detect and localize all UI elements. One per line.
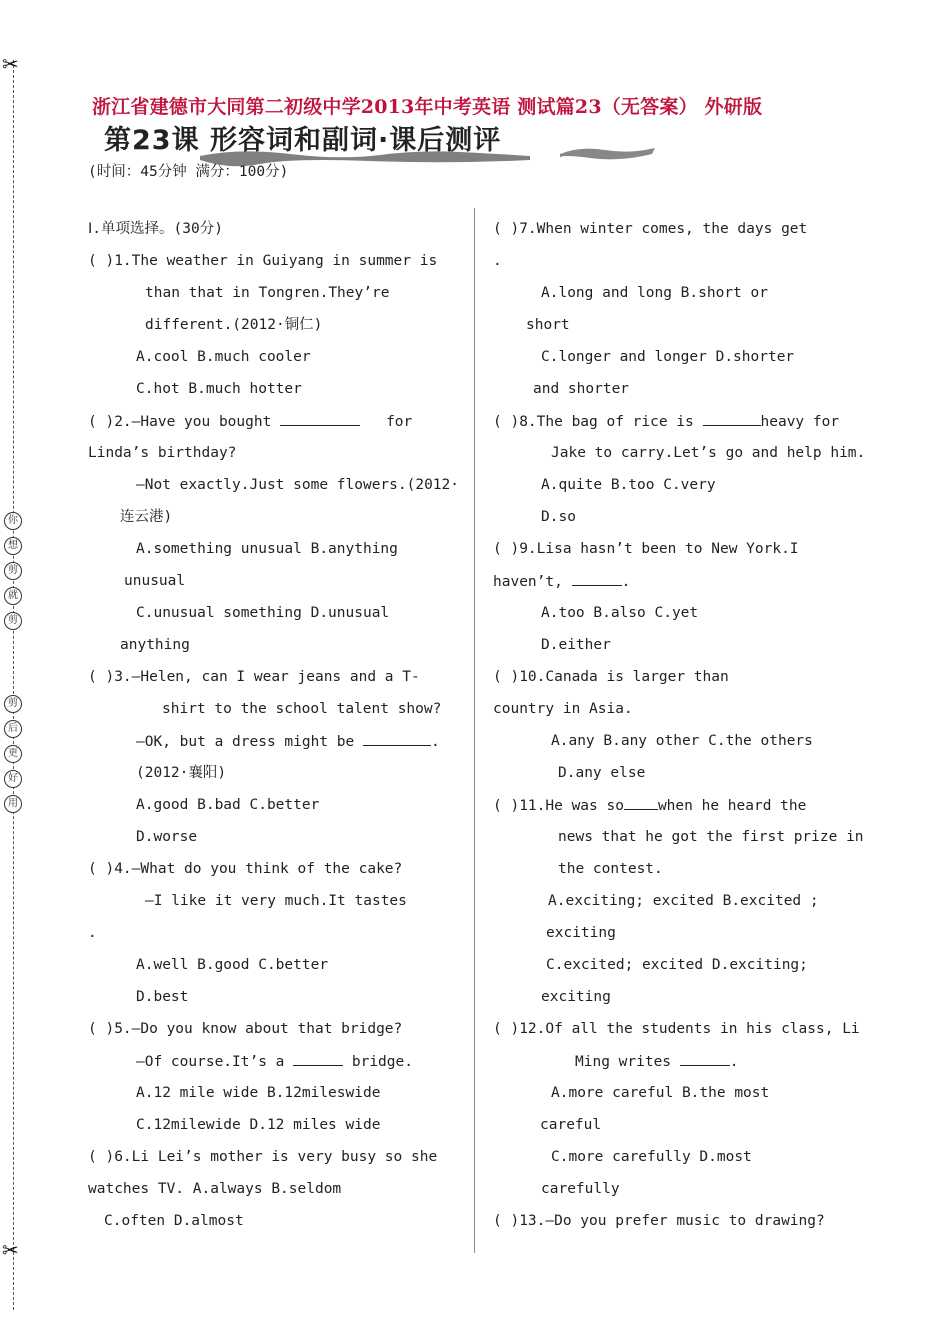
question-text: . (729, 1054, 739, 1070)
answer-options: exciting (546, 925, 616, 941)
answer-options: C.longer and longer D.shorter (541, 349, 795, 365)
answer-blank[interactable] (572, 571, 622, 586)
answer-options: A.quite B.too C.very (541, 477, 716, 493)
ink-brush-stroke (560, 142, 660, 164)
question-text: . (621, 574, 631, 590)
question-line: Jake to carry.Let’s go and help him. (551, 445, 866, 461)
question-line: ( )1.The weather in Guiyang in summer is (88, 253, 438, 269)
question-line: —I like it very much.It tastes (145, 893, 407, 909)
answer-options: short (526, 317, 570, 333)
answer-options: exciting (541, 989, 611, 1005)
answer-options: careful (540, 1117, 602, 1133)
lesson-heading: 第23课 形容词和副词·课后测评 (104, 125, 502, 156)
question-text: ( )2.—Have you bought (88, 414, 281, 430)
answer-blank[interactable] (293, 1051, 343, 1066)
question-line: ( )3.—Helen, can I wear jeans and a T- (88, 669, 420, 685)
question-line: shirt to the school talent show? (162, 701, 442, 717)
section-heading: Ⅰ.单项选择。(30分) (88, 221, 223, 237)
question-text: . (430, 734, 440, 750)
question-line: the contest. (558, 861, 663, 877)
answer-options: unusual (124, 573, 186, 589)
answer-options: A.cool B.much cooler (136, 349, 311, 365)
answer-options: C.hot B.much hotter (136, 381, 302, 397)
question-line (493, 411, 839, 431)
column-divider (474, 208, 475, 1253)
question-line: . (88, 925, 97, 941)
answer-options: A.long and long B.short or (541, 285, 768, 301)
cut-line (13, 60, 14, 1310)
answer-options: A.well B.good C.better (136, 957, 329, 973)
question-line: ( )9.Lisa hasn’t been to New York.I (493, 541, 799, 557)
page-title: 浙江省建德市大同第二初级中学2013年中考英语 测试篇23（无答案） 外研版 (92, 96, 763, 118)
question-line: news that he got the first prize in (558, 829, 864, 845)
question-line: 连云港) (120, 509, 173, 525)
cut-hint-char: 你 (4, 512, 22, 530)
question-line (88, 411, 412, 431)
answer-blank[interactable] (363, 731, 431, 746)
answer-blank[interactable] (680, 1051, 730, 1066)
cut-hint-char: 剪 (4, 695, 22, 713)
cut-hint-char: 好 (4, 770, 22, 788)
answer-options: C.unusual something D.unusual (136, 605, 390, 621)
question-text: ( )8.The bag of rice is (493, 414, 703, 430)
question-line: watches TV. A.always B.seldom (88, 1181, 342, 1197)
question-text: Ming writes (575, 1054, 680, 1070)
question-line: (2012·襄阳) (136, 765, 227, 781)
cut-hint-char: 后 (4, 720, 22, 738)
question-line: Linda’s birthday? (88, 445, 237, 461)
question-line (136, 1051, 413, 1071)
answer-options: and shorter (533, 381, 630, 397)
cut-hint-char: 剪 (4, 562, 22, 580)
answer-options: C.excited; excited D.exciting; (546, 957, 808, 973)
answer-options: D.best (136, 989, 189, 1005)
answer-blank[interactable] (703, 411, 761, 426)
question-line (493, 571, 630, 591)
answer-options: D.so (541, 509, 576, 525)
answer-options: A.something unusual B.anything (136, 541, 398, 557)
question-text: —Of course.It’s a (136, 1054, 294, 1070)
question-line (493, 795, 806, 815)
answer-options: D.either (541, 637, 611, 653)
question-line: ( )4.—What do you think of the cake? (88, 861, 403, 877)
answer-options: A.more careful B.the most (551, 1085, 770, 1101)
answer-options: anything (120, 637, 190, 653)
question-line: ( )13.—Do you prefer music to drawing? (493, 1213, 825, 1229)
cut-hint-char: 就 (4, 587, 22, 605)
question-line: . (493, 253, 502, 269)
scissors-icon: ✂ (2, 1238, 19, 1262)
question-line: ( )7.When winter comes, the days get (493, 221, 808, 237)
answer-options: C.12milewide D.12 miles wide (136, 1117, 381, 1133)
question-line: ( )12.Of all the students in his class, Li (493, 1021, 860, 1037)
answer-options: D.worse (136, 829, 198, 845)
question-line: —Not exactly.Just some flowers.(2012· (136, 477, 460, 493)
question-text: —OK, but a dress might be (136, 734, 363, 750)
answer-options: C.more carefully D.most (551, 1149, 752, 1165)
cut-hint-char: 想 (4, 537, 22, 555)
question-line: ( )10.Canada is larger than (493, 669, 729, 685)
question-text: haven’t, (493, 574, 572, 590)
cut-hint-char: 剪 (4, 612, 22, 630)
question-text: when he heard the (657, 798, 807, 814)
cut-hint-char: 用 (4, 795, 22, 813)
answer-options: A.exciting; excited B.excited ; (548, 893, 819, 909)
scissors-icon: ✂ (2, 52, 19, 76)
answer-options: A.too B.also C.yet (541, 605, 699, 621)
answer-blank[interactable] (624, 795, 658, 810)
question-line (575, 1051, 739, 1071)
question-text: bridge. (343, 1054, 413, 1070)
question-line (136, 731, 440, 751)
answer-options: carefully (541, 1181, 620, 1197)
answer-options: A.good B.bad C.better (136, 797, 320, 813)
question-line: than that in Tongren.They’re (145, 285, 390, 301)
question-text: heavy for (760, 414, 840, 430)
answer-options: D.any else (558, 765, 646, 781)
cut-hint-char: 更 (4, 745, 22, 763)
question-line: ( )6.Li Lei’s mother is very busy so she (88, 1149, 438, 1165)
question-line: ( )5.—Do you know about that bridge? (88, 1021, 403, 1037)
time-info: (时间：45分钟 满分：100分) (88, 164, 289, 180)
answer-options: A.12 mile wide B.12mileswide (136, 1085, 381, 1101)
answer-options: C.often D.almost (104, 1213, 244, 1229)
answer-options: A.any B.any other C.the others (551, 733, 813, 749)
question-text: for (386, 414, 413, 430)
question-line: country in Asia. (493, 701, 633, 717)
question-line: different.(2012·铜仁) (145, 317, 323, 333)
answer-blank[interactable] (280, 411, 360, 426)
question-text: ( )11.He was so (493, 798, 624, 814)
